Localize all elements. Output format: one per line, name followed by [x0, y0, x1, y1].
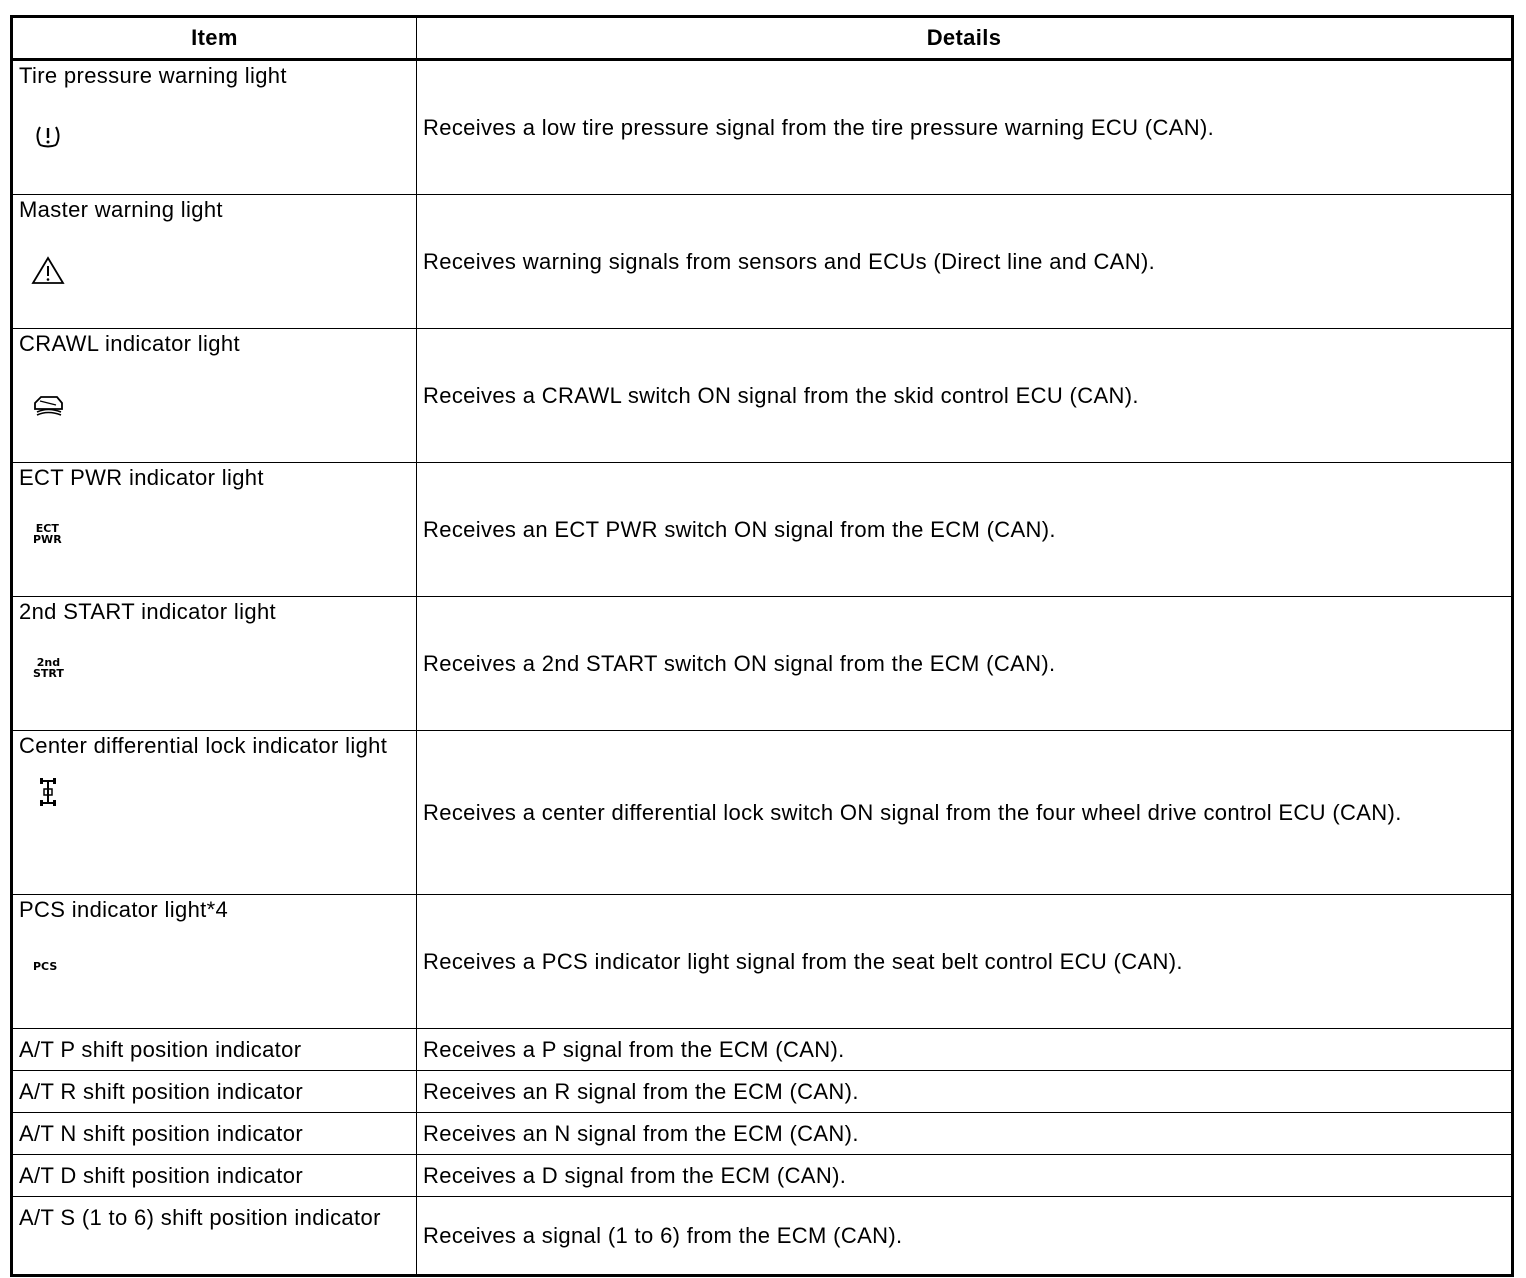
item-cell: [12, 895, 417, 1029]
table-row: [12, 60, 1513, 195]
item-label: Center differential lock indicator light: [19, 733, 388, 758]
center-diff-lock-icon: [31, 777, 65, 807]
item-cell: [12, 597, 417, 731]
tire-pressure-warning-icon: [31, 121, 65, 151]
details-cell: Receives a signal (1 to 6) from the ECM (CAN).: [417, 1197, 1513, 1276]
spec-table: [10, 15, 1514, 1277]
table-header: [12, 17, 1513, 60]
header-details: Details: [417, 17, 1513, 60]
item-cell: [12, 60, 417, 195]
table-row: [12, 1155, 1513, 1197]
item-cell: A/T R shift position indicator: [12, 1071, 417, 1113]
table-row: [12, 1029, 1513, 1071]
item-cell: [12, 195, 417, 329]
item-cell: A/T N shift position indicator: [12, 1113, 417, 1155]
details-cell: Receives a CRAWL switch ON signal from the skid control ECU (CAN).: [417, 329, 1513, 463]
ect-pwr-indicator-icon: ECT PWR: [33, 522, 62, 546]
table-row: [12, 195, 1513, 329]
crawl-indicator-icon: [31, 389, 65, 419]
item-label: ECT PWR indicator light: [19, 465, 264, 490]
details-cell: Receives warning signals from sensors and ECUs (Direct line and CAN).: [417, 195, 1513, 329]
details-cell: Receives a low tire pressure signal from the tire pressure warning ECU (CAN).: [417, 60, 1513, 195]
details-cell: Receives an ECT PWR switch ON signal from the ECM (CAN).: [417, 463, 1513, 597]
table-row: [12, 329, 1513, 463]
item-cell: A/T P shift position indicator: [12, 1029, 417, 1071]
pcs-indicator-icon: PCS: [33, 960, 58, 973]
item-label: PCS indicator light*4: [19, 897, 229, 922]
details-cell: Receives a PCS indicator light signal from the seat belt control ECU (CAN).: [417, 895, 1513, 1029]
table-row: [12, 1113, 1513, 1155]
details-cell: Receives a center differential lock switch ON signal from the four wheel drive control ECU (CAN).: [417, 731, 1513, 895]
details-cell: Receives an N signal from the ECM (CAN).: [417, 1113, 1513, 1155]
item-cell: [12, 463, 417, 597]
2nd-start-indicator-icon: 2nd STRT: [33, 656, 64, 680]
item-label: Tire pressure warning light: [19, 63, 287, 88]
item-label: CRAWL indicator light: [19, 331, 240, 356]
item-cell: A/T S (1 to 6) shift position indicator: [12, 1197, 417, 1276]
details-cell: Receives an R signal from the ECM (CAN).: [417, 1071, 1513, 1113]
details-cell: Receives a D signal from the ECM (CAN).: [417, 1155, 1513, 1197]
table-row: [12, 463, 1513, 597]
item-cell: [12, 731, 417, 895]
item-label: Master warning light: [19, 197, 223, 222]
details-cell: Receives a P signal from the ECM (CAN).: [417, 1029, 1513, 1071]
header-row: [12, 17, 1513, 60]
header-item: Item: [12, 17, 417, 60]
table-row: [12, 1197, 1513, 1276]
item-cell: A/T D shift position indicator: [12, 1155, 417, 1197]
table-row: [12, 1071, 1513, 1113]
details-cell: Receives a 2nd START switch ON signal from the ECM (CAN).: [417, 597, 1513, 731]
item-cell: [12, 329, 417, 463]
table-row: [12, 731, 1513, 895]
table-row: [12, 895, 1513, 1029]
item-label: 2nd START indicator light: [19, 599, 276, 624]
table-row: [12, 597, 1513, 731]
master-warning-icon: [31, 255, 65, 285]
